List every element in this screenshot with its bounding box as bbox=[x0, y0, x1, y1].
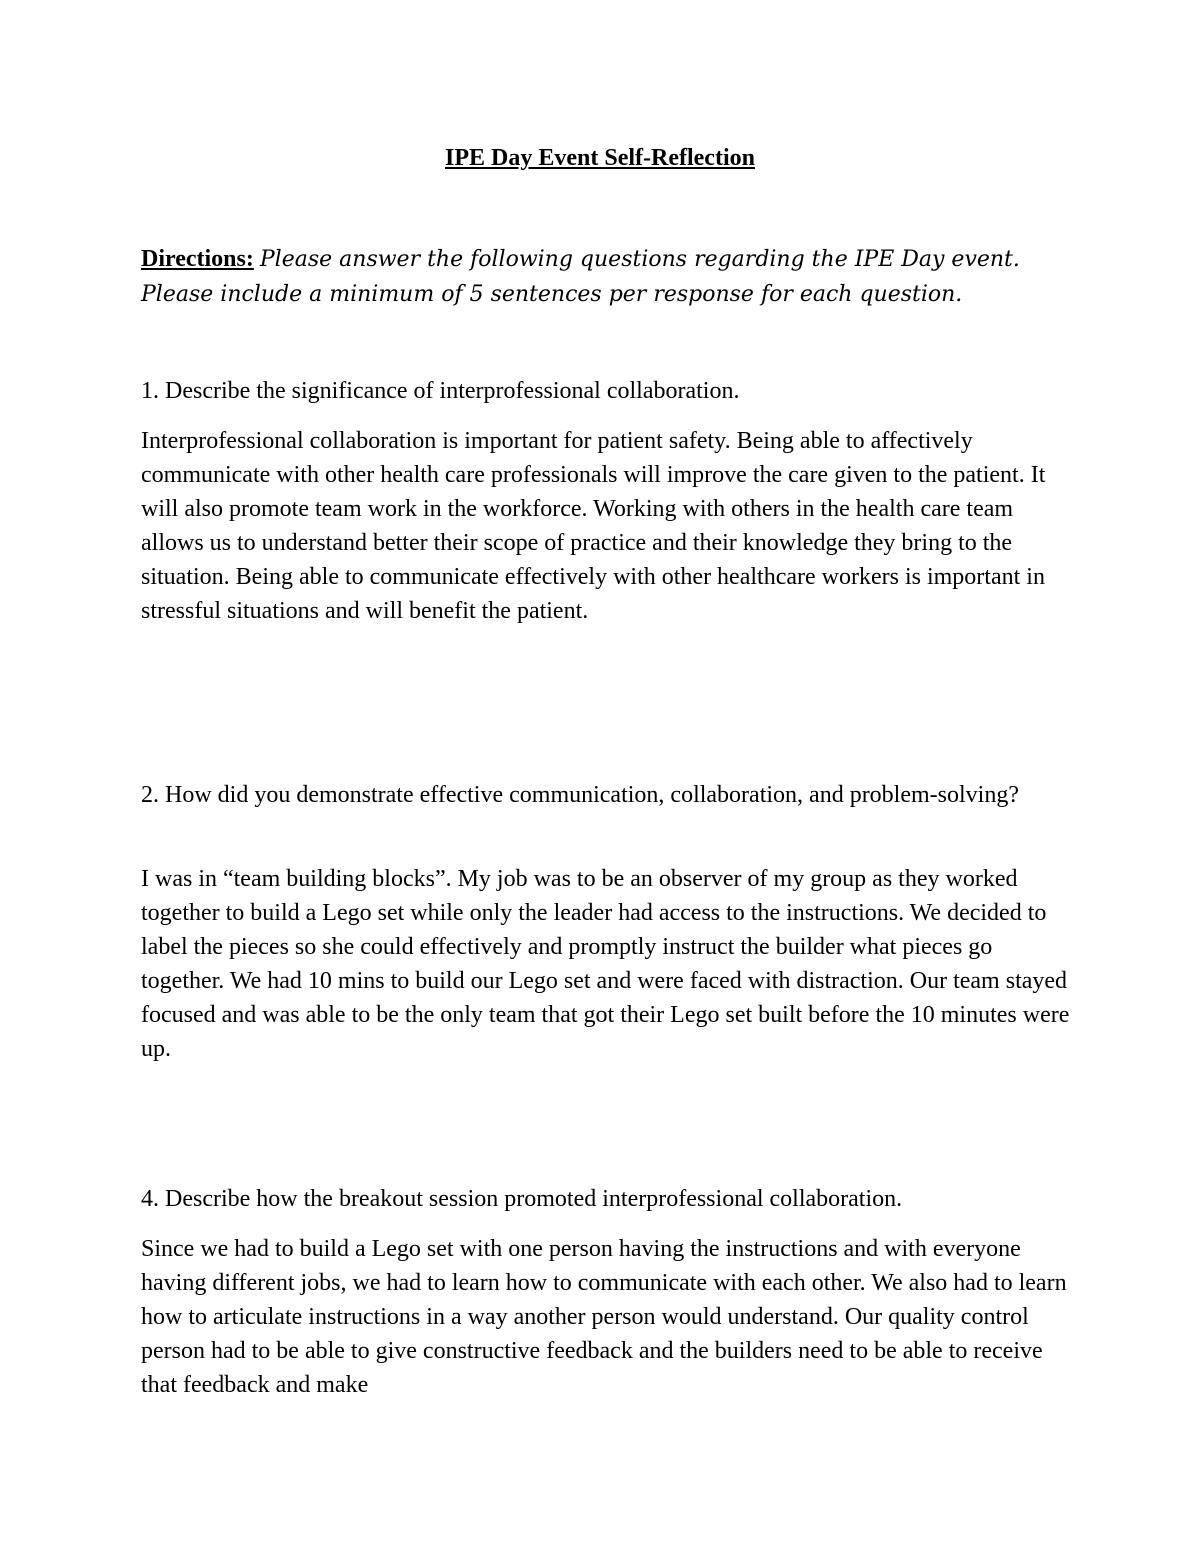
question-2: 2. How did you demonstrate effective communication, collaboration, and problem-solving? bbox=[141, 782, 1019, 808]
directions-text: Please answer the following questions regarding the IPE Day event. Please include a minimum of 5 sentences per response for each question. bbox=[141, 247, 1020, 307]
directions-label: Directions: bbox=[141, 246, 254, 272]
question-1: 1. Describe the significance of interprofessional collaboration. bbox=[141, 378, 740, 404]
answer-1: Interprofessional collaboration is important for patient safety. Being able to affectively communicate with other health care professionals will improve the care given to the patient. It will also promote team work in the workforce. Working with others in the health care team allows us to understand better their scope of practice and their knowledge they bring to the situation. Being able to communicate effectively with other healthcare workers is important in stressful situations and will benefit the patient. bbox=[141, 428, 1046, 624]
document-title: IPE Day Event Self-Reflection bbox=[445, 145, 755, 171]
answer-4: Since we had to build a Lego set with one person having the instructions and with everyone having different jobs, we had to learn how to communicate with each other. We also had to learn how to articulate instructions in a way another person would understand. Our quality control person had to be able to give constructive feedback and the builders need to be able to receive that feedback and make bbox=[141, 1236, 1067, 1398]
question-4: 4. Describe how the breakout session promoted interprofessional collaboration. bbox=[141, 1186, 903, 1212]
answer-2: I was in “team building blocks”. My job was to be an observer of my group as they worked together to build a Lego set while only the leader had access to the instructions. We decided to label the pieces so she could effectively and promptly instruct the builder what pieces go together. We had 10 mins to build our Lego set and were faced with distraction. Our team stayed focused and was able to be the only team that got their Lego set built before the 10 minutes were up. bbox=[141, 866, 1070, 1062]
directions-block bbox=[141, 242, 1081, 312]
